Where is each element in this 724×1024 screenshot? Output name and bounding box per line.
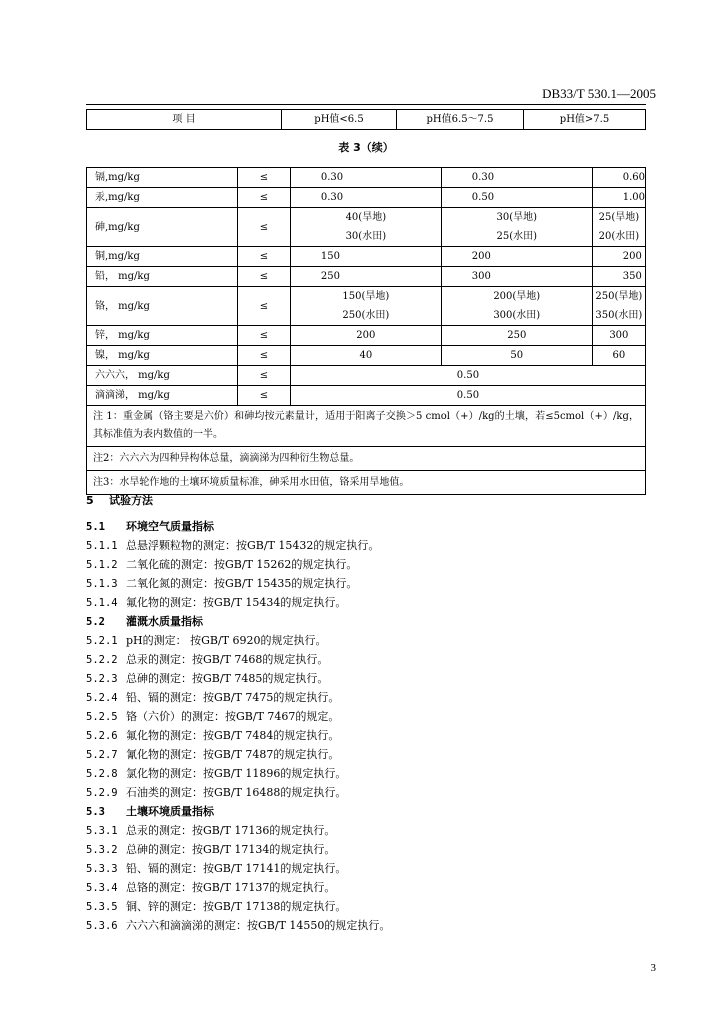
table-header-row [86, 109, 646, 130]
value-cell: 0.30 [290, 168, 441, 188]
subsection-heading [86, 613, 203, 629]
row-label: 锌， mg/kg [87, 326, 238, 346]
table-note: 注3：水旱轮作地的土壤环境质量标准，砷采用水田值，铬采用旱地值。 [87, 471, 646, 495]
method-item [86, 879, 335, 895]
clause-number: 5.2.2 [86, 654, 118, 666]
clause-text: 总砷的测定：按GB/T 7485的规定执行。 [126, 672, 329, 685]
clause-text: 总砷的测定：按GB/T 17134的规定执行。 [126, 843, 336, 856]
col-ph-mid-header: pH值6.5～7.5 [397, 110, 524, 130]
value-cell: 200 [290, 326, 441, 346]
row-label: 砷,mg/kg [87, 208, 238, 247]
method-item [86, 594, 346, 610]
value-line: 30(水田) [345, 231, 387, 242]
clause-number: 5.2 [86, 616, 105, 628]
section-number: 5 [86, 494, 94, 507]
clause-text: 灌溉水质量指标 [126, 615, 203, 628]
clause-number: 5.1.2 [86, 559, 118, 571]
value-cell: 250 [441, 326, 592, 346]
clause-text: 石油类的测定：按GB/T 16488的规定执行。 [126, 786, 347, 799]
clause-text: 铬（六价）的测定：按GB/T 7467的规定。 [126, 710, 340, 723]
value-cell [592, 287, 645, 326]
row-label: 铅， mg/kg [87, 267, 238, 287]
clause-number: 5.3 [86, 806, 105, 818]
value-line: 40(旱地) [345, 212, 387, 223]
value-line: 30(旱地) [496, 212, 538, 223]
table-row [87, 208, 646, 247]
col-item-header: 项 目 [87, 110, 282, 130]
value-cell [441, 287, 592, 326]
value-line: 350(水田) [595, 310, 643, 321]
method-item [86, 822, 335, 838]
method-item [86, 556, 357, 572]
clause-text: 氯化物的测定：按GB/T 11896的规定执行。 [126, 767, 347, 780]
table-row [87, 326, 646, 346]
clause-text: 氟化物的测定：按GB/T 7484的规定执行。 [126, 729, 340, 742]
limit-symbol: ≤ [237, 247, 290, 267]
limit-symbol: ≤ [237, 287, 290, 326]
page-number: 3 [650, 962, 656, 974]
table-note: 注 1：重金属（铬主要是六价）和砷均按元素量计，适用于阳离子交换＞5 cmol（+）/kg的土壤，若≤5cmol（+）/kg，其标准值为表内数值的一半。 [87, 406, 646, 447]
clause-number: 5.1 [86, 521, 105, 533]
row-label: 铜,mg/kg [87, 247, 238, 267]
clause-text: 铜、锌的测定：按GB/T 17138的规定执行。 [126, 900, 347, 913]
table-row [87, 346, 646, 366]
row-label: 镍， mg/kg [87, 346, 238, 366]
clause-text: 总悬浮颗粒物的测定：按GB/T 15432的规定执行。 [126, 539, 380, 552]
clause-number: 5.2.1 [86, 635, 118, 647]
value-cell: 0.60 [592, 168, 645, 188]
clause-text: 总铬的测定：按GB/T 17137的规定执行。 [126, 881, 336, 894]
method-item [86, 689, 339, 705]
section-heading [86, 492, 153, 508]
method-item [86, 670, 328, 686]
method-item [86, 575, 357, 591]
method-item [86, 727, 339, 743]
col-ph-high-header: pH值>7.5 [524, 110, 646, 130]
value-cell: 300 [441, 267, 592, 287]
table-note-row [87, 447, 646, 471]
method-item [86, 632, 327, 648]
method-item [86, 651, 328, 667]
clause-text: 总汞的测定：按GB/T 7468的规定执行。 [126, 653, 329, 666]
clause-text: 土壤环境质量指标 [126, 805, 214, 818]
subsection-heading [86, 518, 214, 534]
clause-text: 六六六和滴滴涕的测定：按GB/T 14550的规定执行。 [126, 919, 391, 932]
value-cell: 40 [290, 346, 441, 366]
table-row [87, 168, 646, 188]
table-row [87, 287, 646, 326]
clause-number: 5.2.5 [86, 711, 118, 723]
limit-symbol: ≤ [237, 188, 290, 208]
table-row [87, 267, 646, 287]
value-cell: 350 [592, 267, 645, 287]
row-label: 镉,mg/kg [87, 168, 238, 188]
value-cell: 0.30 [290, 188, 441, 208]
clause-number: 5.3.6 [86, 920, 118, 932]
method-item [86, 746, 339, 762]
clause-text: 氰化物的测定：按GB/T 7487的规定执行。 [126, 748, 340, 761]
clause-text: 环境空气质量指标 [126, 520, 214, 533]
value-cell [290, 208, 441, 247]
limit-symbol: ≤ [237, 346, 290, 366]
clause-number: 5.1.1 [86, 540, 118, 552]
merged-value: 0.50 [290, 386, 645, 406]
limit-symbol: ≤ [237, 208, 290, 247]
table-row [87, 366, 646, 386]
header-rule [86, 104, 646, 105]
value-cell: 0.50 [441, 188, 592, 208]
clause-text: 二氧化硫的测定：按GB/T 15262的规定执行。 [126, 558, 358, 571]
merged-value: 0.50 [290, 366, 645, 386]
value-cell: 200 [441, 247, 592, 267]
method-item [86, 917, 390, 933]
method-item [86, 841, 335, 857]
table-row [87, 188, 646, 208]
clause-number: 5.3.5 [86, 901, 118, 913]
clause-number: 5.2.6 [86, 730, 118, 742]
row-label: 六六六， mg/kg [87, 366, 238, 386]
clause-text: 铅、镉的测定：按GB/T 7475的规定执行。 [126, 691, 340, 704]
value-cell: 200 [592, 247, 645, 267]
row-label: 汞,mg/kg [87, 188, 238, 208]
limit-symbol: ≤ [237, 366, 290, 386]
method-item [86, 898, 346, 914]
subsection-heading [86, 803, 214, 819]
method-item [86, 708, 339, 724]
clause-text: 总汞的测定：按GB/T 17136的规定执行。 [126, 824, 336, 837]
value-cell: 60 [592, 346, 645, 366]
clause-text: 铅、镉的测定：按GB/T 17141的规定执行。 [126, 862, 347, 875]
value-line: 20(水田) [598, 231, 640, 242]
limit-symbol: ≤ [237, 267, 290, 287]
value-cell: 250 [290, 267, 441, 287]
soil-quality-table [86, 167, 646, 495]
value-cell [290, 287, 441, 326]
clause-number: 5.2.7 [86, 749, 118, 761]
value-cell: 50 [441, 346, 592, 366]
value-line: 250(水田) [342, 310, 390, 321]
table-row [87, 386, 646, 406]
value-cell: 150 [290, 247, 441, 267]
value-cell: 300 [592, 326, 645, 346]
value-line: 250(旱地) [595, 291, 643, 302]
table-note-row [87, 471, 646, 495]
table-caption: 表 3（续） [338, 141, 394, 154]
value-line: 25(旱地) [598, 212, 640, 223]
clause-number: 5.2.3 [86, 673, 118, 685]
clause-number: 5.1.4 [86, 597, 118, 609]
value-line: 150(旱地) [342, 291, 390, 302]
row-label: 滴滴涕， mg/kg [87, 386, 238, 406]
limit-symbol: ≤ [237, 386, 290, 406]
value-cell: 1.00 [592, 188, 645, 208]
method-item [86, 860, 346, 876]
document-code: DB33/T 530.1—2005 [542, 86, 656, 101]
value-line: 300(水田) [493, 310, 541, 321]
limit-symbol: ≤ [237, 326, 290, 346]
value-line: 200(旱地) [493, 291, 541, 302]
method-item [86, 784, 346, 800]
clause-number: 5.3.2 [86, 844, 118, 856]
row-label: 铬， mg/kg [87, 287, 238, 326]
value-cell [592, 208, 645, 247]
table-row [87, 247, 646, 267]
clause-number: 5.2.4 [86, 692, 118, 704]
clause-number: 5.3.3 [86, 863, 118, 875]
clause-number: 5.3.4 [86, 882, 118, 894]
table-note-row [87, 406, 646, 447]
method-item [86, 765, 346, 781]
clause-number: 5.1.3 [86, 578, 118, 590]
clause-number: 5.3.1 [86, 825, 118, 837]
clause-text: 氟化物的测定：按GB/T 15434的规定执行。 [126, 596, 347, 609]
clause-number: 5.2.8 [86, 768, 118, 780]
value-cell [441, 208, 592, 247]
clause-text: pH的测定： 按GB/T 6920的规定执行。 [126, 634, 327, 647]
clause-number: 5.2.9 [86, 787, 118, 799]
value-line: 25(水田) [496, 231, 538, 242]
method-item [86, 537, 379, 553]
table-note: 注2：六六六为四种异构体总量，滴滴涕为四种衍生物总量。 [87, 447, 646, 471]
limit-symbol: ≤ [237, 168, 290, 188]
col-ph-low-header: pH值<6.5 [282, 110, 397, 130]
section-title: 试验方法 [108, 494, 153, 507]
clause-text: 二氧化氮的测定：按GB/T 15435的规定执行。 [126, 577, 358, 590]
value-cell: 0.30 [441, 168, 592, 188]
